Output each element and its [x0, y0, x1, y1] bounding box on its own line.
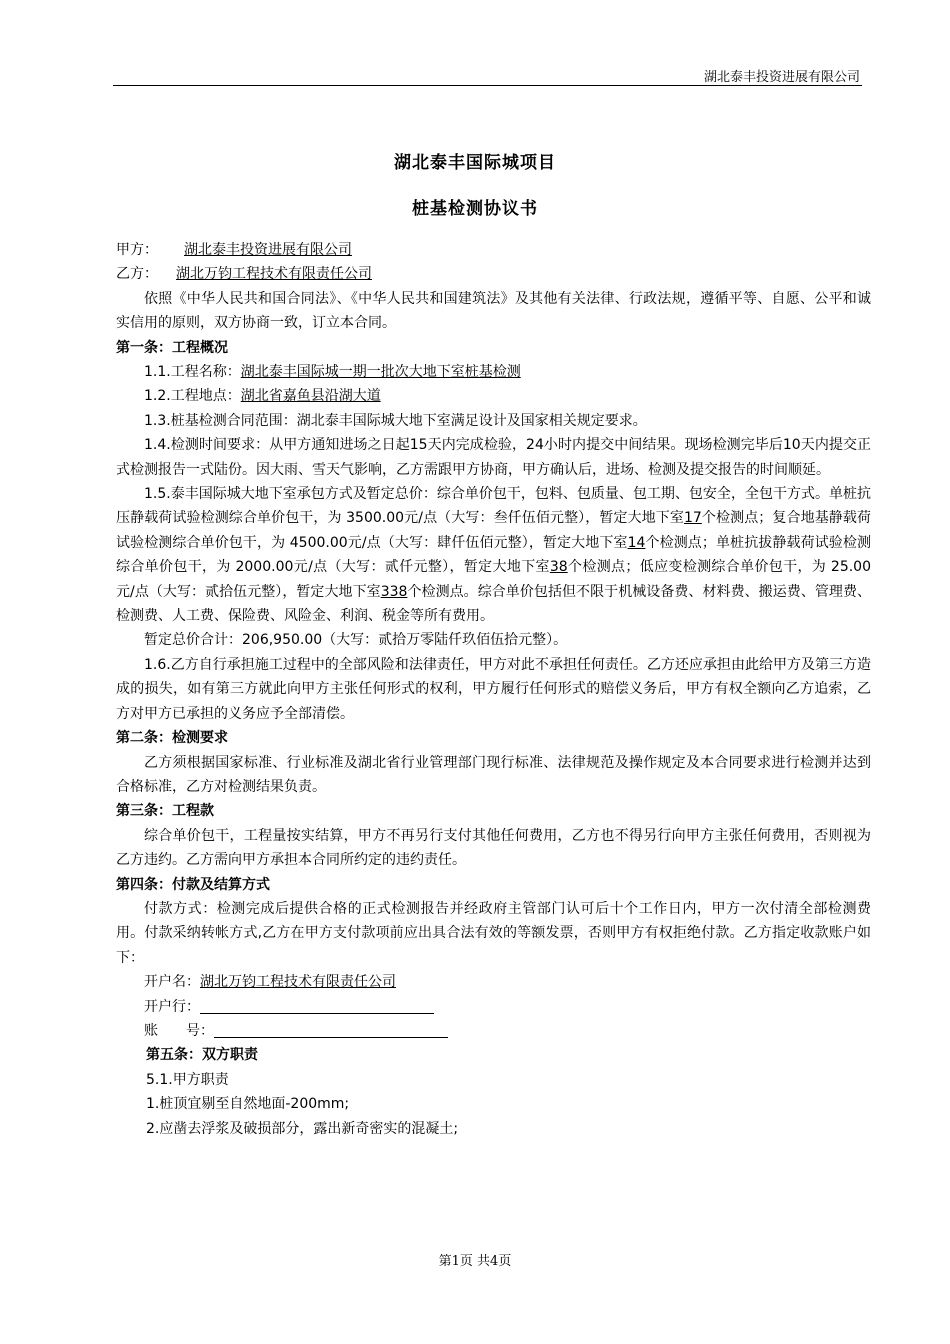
article4-heading: 第四条：付款及结算方式	[116, 876, 270, 893]
clause-1-5	[116, 482, 871, 628]
article4-text: 付款方式：检测完成后提供合格的正式检测报告并经政府主管部门认可后十个工作日内，甲方一次付清全部检测费用。付款采纳转帐方式,乙方在甲方支付款项前应出具合法有效的等额发票，否则甲方有权拒绝付款。乙方指定收款账户如下：	[116, 900, 871, 966]
article2-text: 乙方须根据国家标准、行业标准及湖北省行业管理部门现行标准、法律规范及操作规定及本合同要求进行检测并达到合格标准，乙方对检测结果负责。	[116, 754, 871, 795]
clause-1-1	[116, 360, 871, 384]
page-number: 第1页 共4页	[438, 1254, 512, 1269]
party-b	[116, 262, 871, 286]
account-number-row	[116, 1019, 871, 1043]
clause-1-5-part-d: 个检测点；低应变检测综合单价包干，为 25.00元/点（大写：贰拾伍元整），暂定大地下室	[116, 559, 871, 600]
party-b-name: 湖北万钧工程技术有限责任公司	[176, 266, 372, 283]
clause-1-6: 1.6.乙方自行承担施工过程中的全部风险和法律责任，甲方对此不承担任何责任。乙方还应承担由此给甲方及第三方造成的损失，如有第三方就此向甲方主张任何形式的权利，甲方履行任何形式的赔偿义务后，甲方有权全额向乙方追索，乙方对甲方已承担的义务应予全部清偿。	[116, 656, 871, 722]
duty-item-1: 1.桩顶宜剔至自然地面-200mm;	[146, 1096, 350, 1113]
account-number-label: 账	[144, 1022, 158, 1039]
clause-1-3: 1.3.桩基检测合同范围：湖北泰丰国际城大地下室满足设计及国家相关规定要求。	[144, 412, 647, 429]
clause-1-5-part-b: 个检测点；复合地基静载荷试验检测综合单价包干，为 4500.00元/点（大写：肆仟伍佰元整），暂定大地下室	[116, 510, 871, 551]
article2-heading: 第二条：检测要求	[116, 730, 228, 747]
bank-blank	[200, 996, 434, 1014]
total-price: 暂定总价合计：206,950.00（大写：贰拾万零陆仟玖佰伍拾元整）。	[144, 632, 568, 649]
document-body	[116, 238, 871, 1141]
party-a-label: 甲方：	[116, 242, 158, 258]
account-name-label: 开户名：	[144, 974, 200, 991]
project-name: 湖北泰丰国际城一期一批次大地下室桩基检测	[240, 364, 521, 380]
article3-text: 综合单价包干，工程量按实结算，甲方不再另行支付其他任何费用，乙方也不得另行向甲方主张任何费用，否则视为乙方违约。乙方需向甲方承担本合同所约定的违约责任。	[116, 827, 871, 869]
doc-subtitle: 桩基检测协议书	[412, 199, 538, 219]
duty-item-2: 2.应凿去浮浆及破损部分，露出新奇密实的混凝土;	[146, 1120, 459, 1137]
test-points-compression: 17	[683, 510, 702, 527]
project-location: 湖北省嘉鱼县沿湖大道	[240, 388, 381, 405]
test-points-uplift: 38	[549, 559, 568, 576]
party-b-label: 乙方：	[116, 266, 158, 283]
clause-1-2-label: 1.2.工程地点：	[144, 388, 241, 405]
clause-1-1-label: 1.1.工程名称：	[144, 364, 241, 380]
intro-paragraph: 依照《中华人民共和国合同法》、《中华人民共和国建筑法》及其他有关法律、行政法规，遵循平等、自愿、公平和诚实信用的原则，双方协商一致，订立本合同。	[116, 290, 871, 332]
header-divider	[113, 85, 862, 86]
account-name: 湖北万钧工程技术有限责任公司	[200, 974, 396, 991]
account-number-label-2: 号：	[186, 1022, 214, 1039]
article5-heading: 第五条：双方职责	[146, 1047, 258, 1064]
article1-heading: 第一条：工程概况	[116, 339, 228, 356]
party-a-name: 湖北泰丰投资进展有限公司	[184, 242, 352, 258]
account-number-blank	[214, 1020, 448, 1038]
header-company: 湖北泰丰投资进展有限公司	[703, 70, 860, 85]
clause-1-4: 1.4.检测时间要求：从甲方通知进场之日起15天内完成检验，24小时内提交中间结果。现场检测完毕后10天内提交正式检测报告一式陆份。因大雨、雪天气影响，乙方需跟甲方协商，甲方确认后，进场、检测及提交报告的时间顺延。	[116, 437, 871, 478]
clause-1-5-part-a: 1.5.泰丰国际城大地下室承包方式及暂定总价：综合单价包干，包料、包质量、包工期、包安全，全包干方式。单桩抗压静载荷试验检测综合单价包干，为 3500.00元/点（大写：叁仟伍佰元整），暂定大地下室	[116, 486, 871, 527]
party-a	[116, 238, 871, 262]
clause-1-2	[116, 384, 871, 408]
bank-label: 开户行：	[144, 998, 200, 1015]
test-points-composite: 14	[627, 534, 646, 551]
doc-title: 湖北泰丰国际城项目	[394, 153, 556, 173]
clause-1-5-part-e: 个检测点。综合单价包括但不限于机械设备费、材料费、搬运费、管理费、检测费、人工费、保险费、风险金、利润、税金等所有费用。	[116, 583, 872, 625]
account-name-row	[116, 970, 871, 994]
article3-heading: 第三条：工程款	[116, 803, 214, 820]
clause-1-5-part-c: 个检测点；单桩抗拔静载荷试验检测综合单价包干，为 2000.00元/点（大写：贰仟元整），暂定大地下室	[116, 534, 872, 576]
bank-row	[116, 995, 871, 1019]
clause-5-1: 5.1.甲方职责	[146, 1071, 229, 1088]
test-points-low-strain: 338	[380, 583, 408, 600]
